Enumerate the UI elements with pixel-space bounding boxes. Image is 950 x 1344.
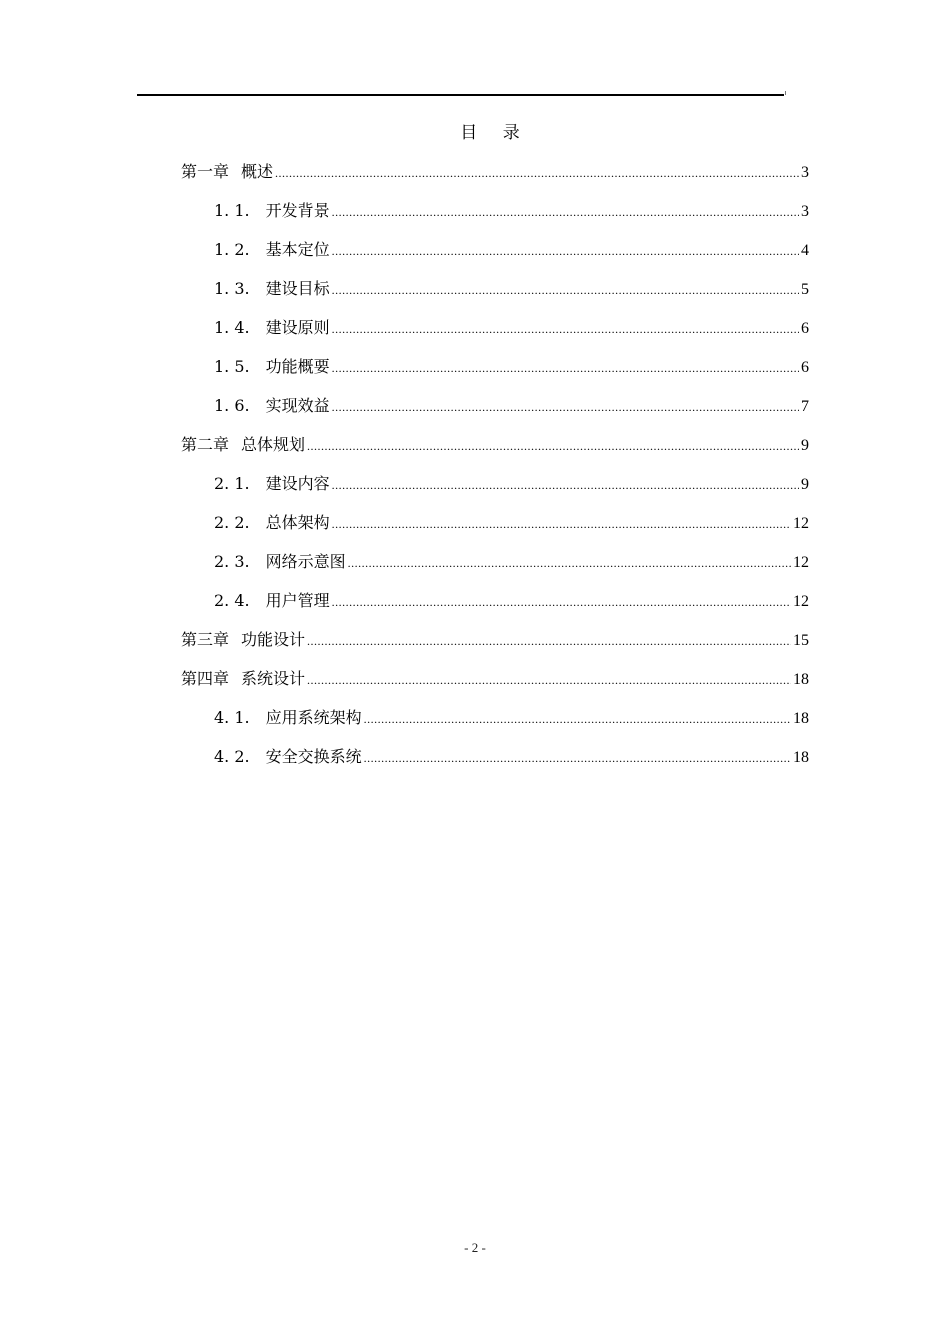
toc-section-entry[interactable] (181, 510, 809, 549)
header-rule-mark (785, 91, 786, 95)
toc-entry-title: 建设原则 (265, 318, 330, 337)
toc-entry-title: 基本定位 (265, 240, 330, 259)
toc-entry-page: 3 (801, 203, 809, 220)
toc-entry-page: 9 (801, 476, 809, 493)
toc-chapter-entry[interactable] (181, 627, 809, 666)
toc-dot-leader (332, 238, 799, 264)
toc-entry-title: 用户管理 (265, 591, 330, 610)
toc-section-entry[interactable] (181, 744, 809, 783)
toc-entry-number: 1. 3. (214, 279, 250, 298)
toc-section-entry[interactable] (181, 315, 809, 354)
toc-entry-page: 12 (793, 554, 809, 571)
toc-dot-leader (275, 160, 799, 186)
toc-dot-leader (364, 706, 791, 732)
toc-list (181, 159, 809, 783)
toc-dot-leader (332, 277, 799, 303)
toc-dot-leader (332, 589, 791, 615)
toc-dot-leader (332, 355, 799, 381)
toc-dot-leader (332, 394, 799, 420)
toc-entry-number: 1. 4. (214, 318, 250, 337)
toc-entry-page: 7 (801, 398, 809, 415)
toc-dot-leader (307, 433, 799, 459)
toc-entry-title: 建设内容 (265, 474, 330, 493)
toc-entry-title: 总体规划 (241, 435, 306, 454)
toc-entry-title: 网络示意图 (265, 552, 346, 571)
toc-entry-title: 概述 (241, 162, 274, 181)
toc-entry-title: 应用系统架构 (265, 708, 362, 727)
toc-entry-number: 4. 2. (214, 747, 250, 766)
toc-section-entry[interactable] (181, 588, 809, 627)
toc-section-entry[interactable] (181, 237, 809, 276)
toc-section-entry[interactable] (181, 471, 809, 510)
toc-entry-number: 第二章 (181, 435, 230, 454)
page-number: - 2 - (464, 1240, 486, 1255)
toc-entry-number: 4. 1. (214, 708, 250, 727)
toc-chapter-entry[interactable] (181, 159, 809, 198)
toc-chapter-entry[interactable] (181, 666, 809, 705)
toc-entry-title: 建设目标 (265, 279, 330, 298)
toc-dot-leader (332, 472, 799, 498)
toc-dot-leader (348, 550, 791, 576)
toc-dot-leader (332, 511, 791, 537)
toc-entry-title: 总体架构 (265, 513, 330, 532)
toc-entry-number: 2. 2. (214, 513, 250, 532)
toc-section-entry[interactable] (181, 549, 809, 588)
toc-entry-number: 1. 1. (214, 201, 250, 220)
toc-section-entry[interactable] (181, 705, 809, 744)
toc-entry-number: 2. 1. (214, 474, 250, 493)
toc-entry-number: 1. 5. (214, 357, 250, 376)
toc-section-entry[interactable] (181, 393, 809, 432)
toc-entry-number: 2. 4. (214, 591, 250, 610)
toc-entry-page: 18 (793, 749, 809, 766)
toc-entry-page: 15 (793, 632, 809, 649)
toc-entry-page: 6 (801, 320, 809, 337)
toc-dot-leader (332, 316, 799, 342)
toc-section-entry[interactable] (181, 354, 809, 393)
toc-entry-page: 4 (801, 242, 809, 259)
toc-entry-page: 18 (793, 710, 809, 727)
toc-entry-page: 9 (801, 437, 809, 454)
toc-dot-leader (307, 667, 791, 693)
toc-chapter-entry[interactable] (181, 432, 809, 471)
toc-entry-page: 3 (801, 164, 809, 181)
toc-entry-page: 12 (793, 515, 809, 532)
toc-entry-page: 18 (793, 671, 809, 688)
toc-entry-number: 第一章 (181, 162, 230, 181)
toc-entry-title: 实现效益 (265, 396, 330, 415)
toc-entry-number: 2. 3. (214, 552, 250, 571)
toc-entry-title: 开发背景 (265, 201, 330, 220)
toc-entry-title: 功能设计 (241, 630, 306, 649)
toc-entry-page: 12 (793, 593, 809, 610)
toc-section-entry[interactable] (181, 198, 809, 237)
header-rule (137, 94, 784, 96)
toc-entry-title: 系统设计 (241, 669, 306, 688)
toc-entry-number: 1. 2. (214, 240, 250, 259)
toc-dot-leader (364, 745, 791, 771)
toc-entry-number: 1. 6. (214, 396, 250, 415)
toc-entry-number: 第四章 (181, 669, 230, 688)
toc-entry-page: 5 (801, 281, 809, 298)
toc-title: 目 录 (460, 123, 530, 143)
toc-entry-title: 安全交换系统 (265, 747, 362, 766)
toc-entry-title: 功能概要 (265, 357, 330, 376)
toc-entry-page: 6 (801, 359, 809, 376)
toc-section-entry[interactable] (181, 276, 809, 315)
toc-dot-leader (332, 199, 799, 225)
toc-entry-number: 第三章 (181, 630, 230, 649)
toc-dot-leader (307, 628, 791, 654)
